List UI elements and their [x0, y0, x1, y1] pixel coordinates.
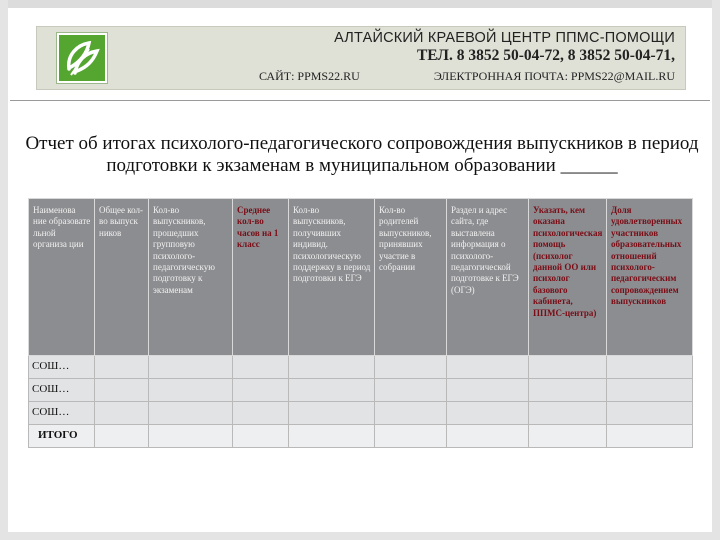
table-cell[interactable]: [149, 425, 233, 448]
table-cell[interactable]: [447, 425, 529, 448]
org-email: ЭЛЕКТРОННАЯ ПОЧТА: PPMS22@MAIL.RU: [433, 69, 675, 83]
row-label: СОШ…: [29, 356, 95, 379]
table-row: [29, 379, 693, 402]
table-cell[interactable]: [607, 379, 693, 402]
column-header-total-graduates: Общее кол-во выпуск ников: [95, 199, 149, 356]
table-cell[interactable]: [233, 402, 289, 425]
column-header-satisfaction: Доля удовлетворенных участников образовательных отношений психолого-педагогическим сопровождением выпускников: [607, 199, 693, 356]
table-cell[interactable]: [289, 379, 375, 402]
table-cell[interactable]: [289, 425, 375, 448]
table-cell[interactable]: [149, 379, 233, 402]
table-cell[interactable]: [233, 425, 289, 448]
slide-frame-right: [712, 0, 720, 540]
table-cell[interactable]: [447, 356, 529, 379]
column-header-provider: Указать, кем оказана психологическая помощь (психолог данной ОО или психолог базового кабинета, ППМС-центра): [529, 199, 607, 356]
table-cell[interactable]: [233, 379, 289, 402]
table-cell[interactable]: [95, 425, 149, 448]
org-site: САЙТ: PPMS22.RU: [259, 69, 360, 83]
column-header-website: Раздел и адрес сайта, где выставлена информация о психолого-педагогической подготовке к ЕГЭ (ОГЭ): [447, 199, 529, 356]
table-cell[interactable]: [95, 356, 149, 379]
row-label: СОШ…: [29, 402, 95, 425]
table-cell[interactable]: [375, 379, 447, 402]
table-row: [29, 402, 693, 425]
table-row: [29, 356, 693, 379]
report-table: [28, 198, 693, 448]
table-header-row: [29, 199, 693, 356]
column-header-group-prep: Кол-во выпускников, прошедших групповую психолого-педагогическую подготовку к экзаменам: [149, 199, 233, 356]
table-cell[interactable]: [375, 402, 447, 425]
row-label: СОШ…: [29, 379, 95, 402]
table-cell[interactable]: [289, 402, 375, 425]
row-label-total: ИТОГО: [29, 425, 95, 448]
table-cell[interactable]: [95, 402, 149, 425]
table-cell[interactable]: [529, 379, 607, 402]
column-header-org: Наименова ние образовате льной организа ции: [29, 199, 95, 356]
column-header-avg-hours: Среднее кол-во часов на 1 класс: [233, 199, 289, 356]
table-cell[interactable]: [529, 356, 607, 379]
table-cell[interactable]: [149, 356, 233, 379]
table-row-total: [29, 425, 693, 448]
slide-frame-bottom: [0, 532, 720, 540]
table-cell[interactable]: [375, 425, 447, 448]
report-heading: Отчет об итогах психолого-педагогического сопровождения выпускников в период подготовки к экзаменам в муниципальном образовании ______: [25, 133, 699, 176]
leaf-logo-icon: [57, 33, 107, 83]
column-header-parents: Кол-во родителей выпускников, принявших участие в собрании: [375, 199, 447, 356]
table-cell[interactable]: [529, 402, 607, 425]
table-cell[interactable]: [447, 402, 529, 425]
header-divider: [10, 100, 710, 101]
table-cell[interactable]: [607, 425, 693, 448]
table-cell[interactable]: [95, 379, 149, 402]
table-cell[interactable]: [289, 356, 375, 379]
table-cell[interactable]: [607, 402, 693, 425]
column-header-individual-support: Кол-во выпускников, получивших индивид. психологическую поддержку в период подготовки к ЕГЭ: [289, 199, 375, 356]
table-cell[interactable]: [149, 402, 233, 425]
org-phone: ТЕЛ. 8 3852 50-04-72, 8 3852 50-04-71,: [416, 47, 675, 64]
table-cell[interactable]: [529, 425, 607, 448]
header-banner: [36, 26, 686, 90]
table-cell[interactable]: [233, 356, 289, 379]
slide-frame-top: [0, 0, 720, 8]
table-cell[interactable]: [447, 379, 529, 402]
table-cell[interactable]: [375, 356, 447, 379]
org-name: АЛТАЙСКИЙ КРАЕВОЙ ЦЕНТР ППМС-ПОМОЩИ: [334, 30, 675, 46]
slide-frame-left: [0, 0, 8, 540]
table-cell[interactable]: [607, 356, 693, 379]
